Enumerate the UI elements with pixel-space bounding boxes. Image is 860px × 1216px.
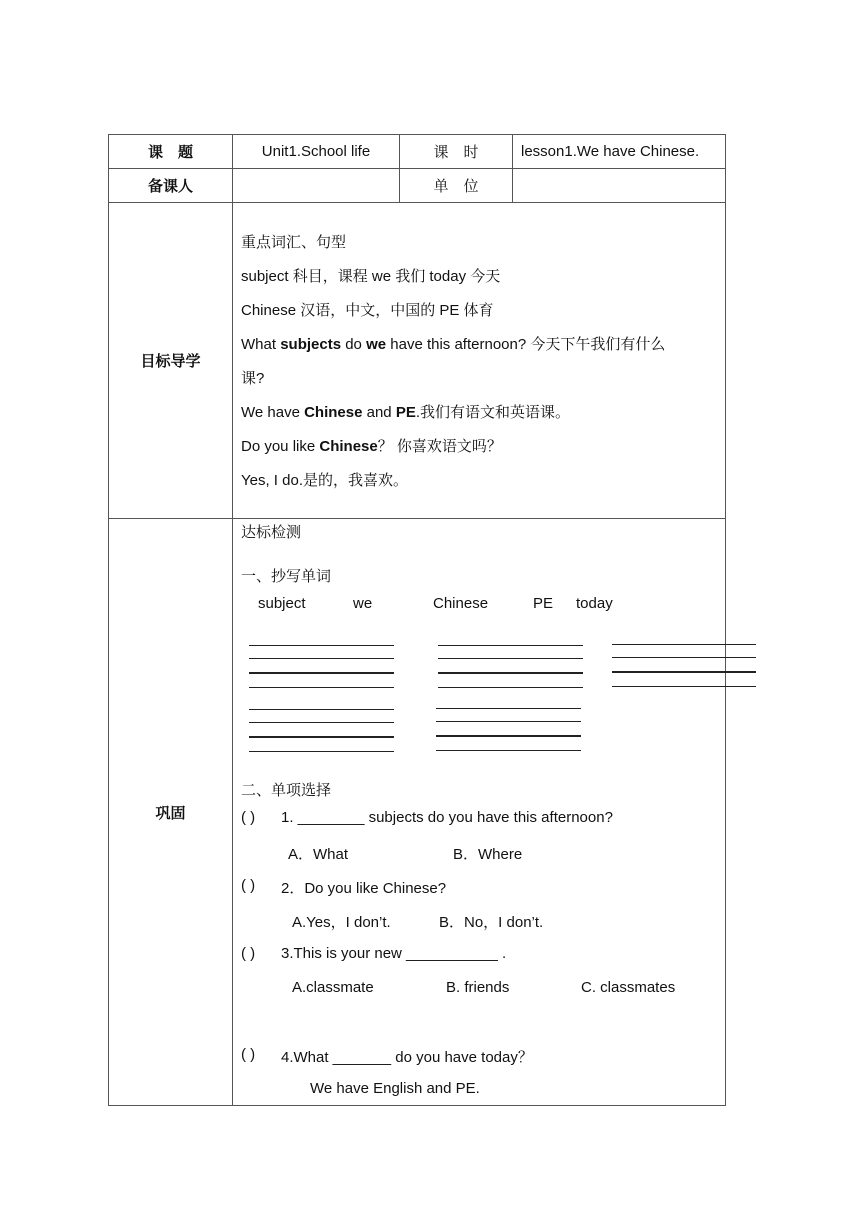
writing-guide [438, 645, 583, 689]
word-chinese: Chinese [433, 595, 489, 612]
q3-paren: ( ) [241, 945, 256, 962]
word-subject: subject [258, 595, 306, 612]
writing-guide [612, 644, 756, 688]
q3-option-b: B. friends [446, 979, 510, 996]
q1-text: 1. ________ subjects do you have this afternoon? [281, 809, 613, 826]
q1-paren: ( ) [241, 809, 256, 826]
practice-content [233, 519, 726, 1106]
sentence-line-3: What subjects do we have this afternoon? 今天下午我们有什么 [241, 336, 666, 353]
preparer-value [233, 169, 400, 203]
q2-option-b: B．No，I don’t. [439, 914, 544, 931]
q3-text: 3.This is your new ___________ . [281, 945, 507, 962]
writing-guide [249, 645, 394, 689]
header-row-topic [109, 135, 726, 169]
practice-title: 达标检测 [241, 523, 302, 541]
q1-option-b: B．Where [453, 846, 523, 863]
q2-option-a: A.Yes，I don’t. [292, 914, 391, 931]
goals-row [109, 203, 726, 519]
q4-answer: We have English and PE. [310, 1080, 480, 1097]
q1-option-a: A．What [288, 846, 349, 863]
writing-guide [249, 709, 394, 753]
part1-title: 一、抄写单词 [241, 567, 332, 585]
sentence-line-5: Do you like Chinese？ 你喜欢语文吗？ [241, 438, 502, 455]
q3-option-a: A.classmate [292, 979, 374, 996]
sentence-line-3-wrap: 课? [241, 370, 265, 387]
unit-value [513, 169, 726, 203]
vocab-line-1: subject 科目，课程 we 我们 today 今天 [241, 268, 501, 285]
word-we: we [353, 595, 373, 612]
practice-row [109, 519, 726, 1106]
goals-heading: 重点词汇、句型 [241, 233, 347, 251]
word-today: today [576, 595, 613, 612]
practice-label: 巩固 [109, 519, 233, 1106]
writing-guide [436, 708, 581, 752]
unit-label: 单 位 [400, 169, 513, 203]
period-label: 课 时 [400, 135, 513, 169]
goals-label: 目标导学 [109, 203, 233, 519]
sentence-line-6: Yes, I do.是的，我喜欢。 [241, 472, 408, 489]
q2-text: 2．Do you like Chinese? [281, 880, 447, 897]
period-value: lesson1.We have Chinese. [513, 135, 726, 169]
topic-value: Unit1.School life [233, 135, 400, 169]
sentence-line-4: We have Chinese and PE.我们有语文和英语课。 [241, 404, 571, 421]
lesson-plan-table [108, 134, 726, 1106]
word-pe: PE [533, 595, 554, 612]
q4-text: 4.What _______ do you have today？ [281, 1049, 533, 1066]
goals-content [233, 203, 726, 519]
vocab-line-2: Chinese 汉语，中文，中国的 PE 体育 [241, 302, 494, 319]
topic-label: 课 题 [109, 135, 233, 169]
q2-paren: ( ) [241, 877, 256, 894]
q4-paren: ( ) [241, 1046, 256, 1063]
preparer-label: 备课人 [109, 169, 233, 203]
part2-title: 二、单项选择 [241, 781, 332, 799]
q3-option-c: C. classmates [581, 979, 676, 996]
header-row-preparer [109, 169, 726, 203]
